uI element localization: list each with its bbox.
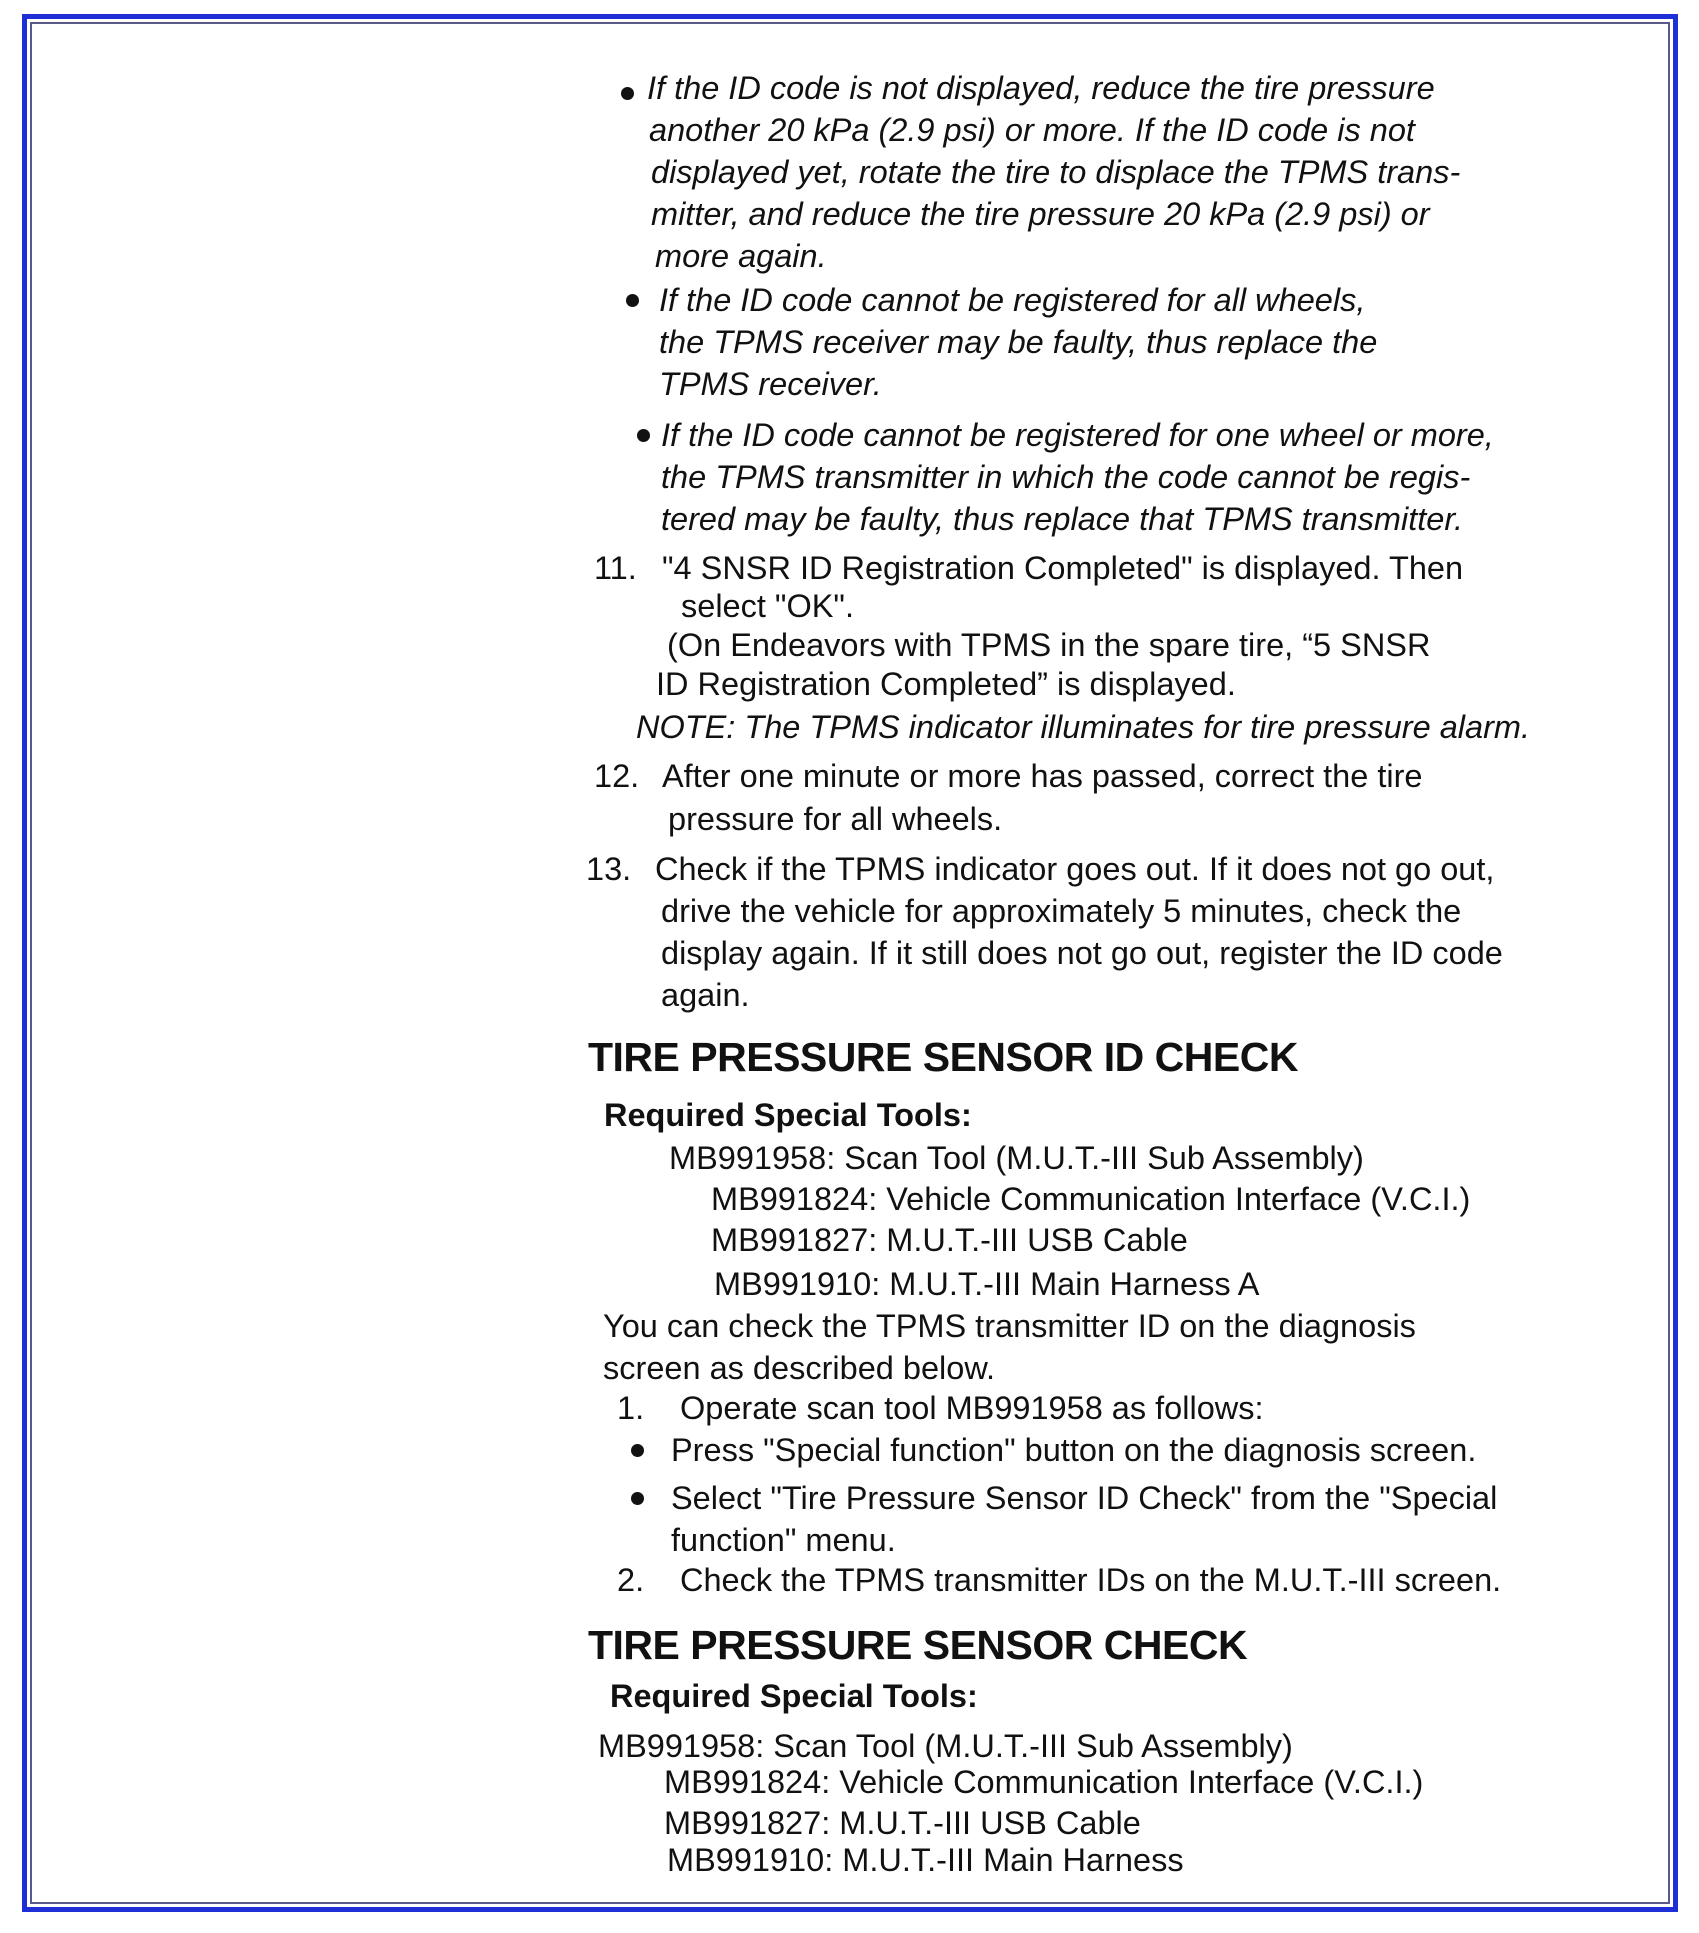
tools-label: Required Special Tools: [604,1097,972,1133]
tool-item: MB991958: Scan Tool (M.U.T.-III Sub Assembly) [669,1140,1364,1176]
tools-label: Required Special Tools: [610,1678,978,1714]
step-13-line: display again. If it still does not go out, register the ID code [661,935,1503,971]
tool-item: MB991824: Vehicle Communication Interface (V.C.I.) [664,1764,1424,1800]
step-13-line: Check if the TPMS indicator goes out. If it does not go out, [655,851,1495,887]
step-number: 13. [586,851,632,887]
bullet-dot [621,87,634,100]
bullet-dot [631,1492,644,1505]
step-13-line: again. [661,977,750,1013]
bullet-3-line: the TPMS transmitter in which the code cannot be regis- [661,459,1471,495]
bullet-3-line: tered may be faulty, thus replace that TPMS transmitter. [661,501,1463,537]
step-number: 1. [617,1390,645,1426]
bullet-2-line: TPMS receiver. [659,366,882,402]
bullet-text: function" menu. [671,1522,896,1558]
bullet-text: Select "Tire Pressure Sensor ID Check" from the "Special [671,1480,1498,1516]
bullet-2-line: the TPMS receiver may be faulty, thus replace the [659,324,1378,360]
bullet-dot [631,1444,644,1457]
step-text: Check the TPMS transmitter IDs on the M.U.T.-III screen. [680,1562,1502,1598]
tool-item: MB991910: M.U.T.-III Main Harness A [714,1266,1260,1302]
step-text: Operate scan tool MB991958 as follows: [680,1390,1264,1426]
step-12-line: pressure for all wheels. [668,801,1003,837]
section-title: TIRE PRESSURE SENSOR ID CHECK [588,1034,1298,1080]
intro-line: screen as described below. [603,1350,996,1386]
section-title: TIRE PRESSURE SENSOR CHECK [588,1622,1248,1668]
tool-item: MB991910: M.U.T.-III Main Harness [667,1842,1184,1878]
tool-item: MB991827: M.U.T.-III USB Cable [664,1805,1141,1841]
tool-item: MB991827: M.U.T.-III USB Cable [711,1222,1188,1258]
bullet-dot [626,294,639,307]
step-12-line: After one minute or more has passed, correct the tire [662,758,1423,794]
step-13-line: drive the vehicle for approximately 5 minutes, check the [661,893,1462,929]
bullet-3-line: If the ID code cannot be registered for one wheel or more, [661,417,1494,453]
bullet-1-line: If the ID code is not displayed, reduce the tire pressure [647,70,1435,106]
bullet-1-line: displayed yet, rotate the tire to displace the TPMS trans- [651,154,1461,190]
step-number: 12. [594,758,640,794]
tool-item: MB991958: Scan Tool (M.U.T.-III Sub Assembly) [598,1728,1293,1764]
step-11-line: select "OK". [681,588,854,624]
intro-line: You can check the TPMS transmitter ID on the diagnosis [603,1308,1416,1344]
step-number: 2. [617,1562,645,1598]
bullet-1-line: mitter, and reduce the tire pressure 20 kPa (2.9 psi) or [651,196,1430,232]
step-11-line: (On Endeavors with TPMS in the spare tire, “5 SNSR [667,627,1431,663]
step-number: 11. [594,550,637,586]
bullet-text: Press "Special function" button on the diagnosis screen. [671,1432,1477,1468]
bullet-1-line: more again. [655,238,827,274]
step-11-line: "4 SNSR ID Registration Completed" is displayed. Then [662,550,1464,586]
bullet-2-line: If the ID code cannot be registered for all wheels, [659,282,1366,318]
step-11-line: ID Registration Completed” is displayed. [656,666,1236,702]
note-text: NOTE: The TPMS indicator illuminates for tire pressure alarm. [636,709,1531,745]
bullet-1-line: another 20 kPa (2.9 psi) or more. If the ID code is not [649,112,1415,148]
tool-item: MB991824: Vehicle Communication Interface (V.C.I.) [711,1181,1471,1217]
bullet-dot [637,429,650,442]
